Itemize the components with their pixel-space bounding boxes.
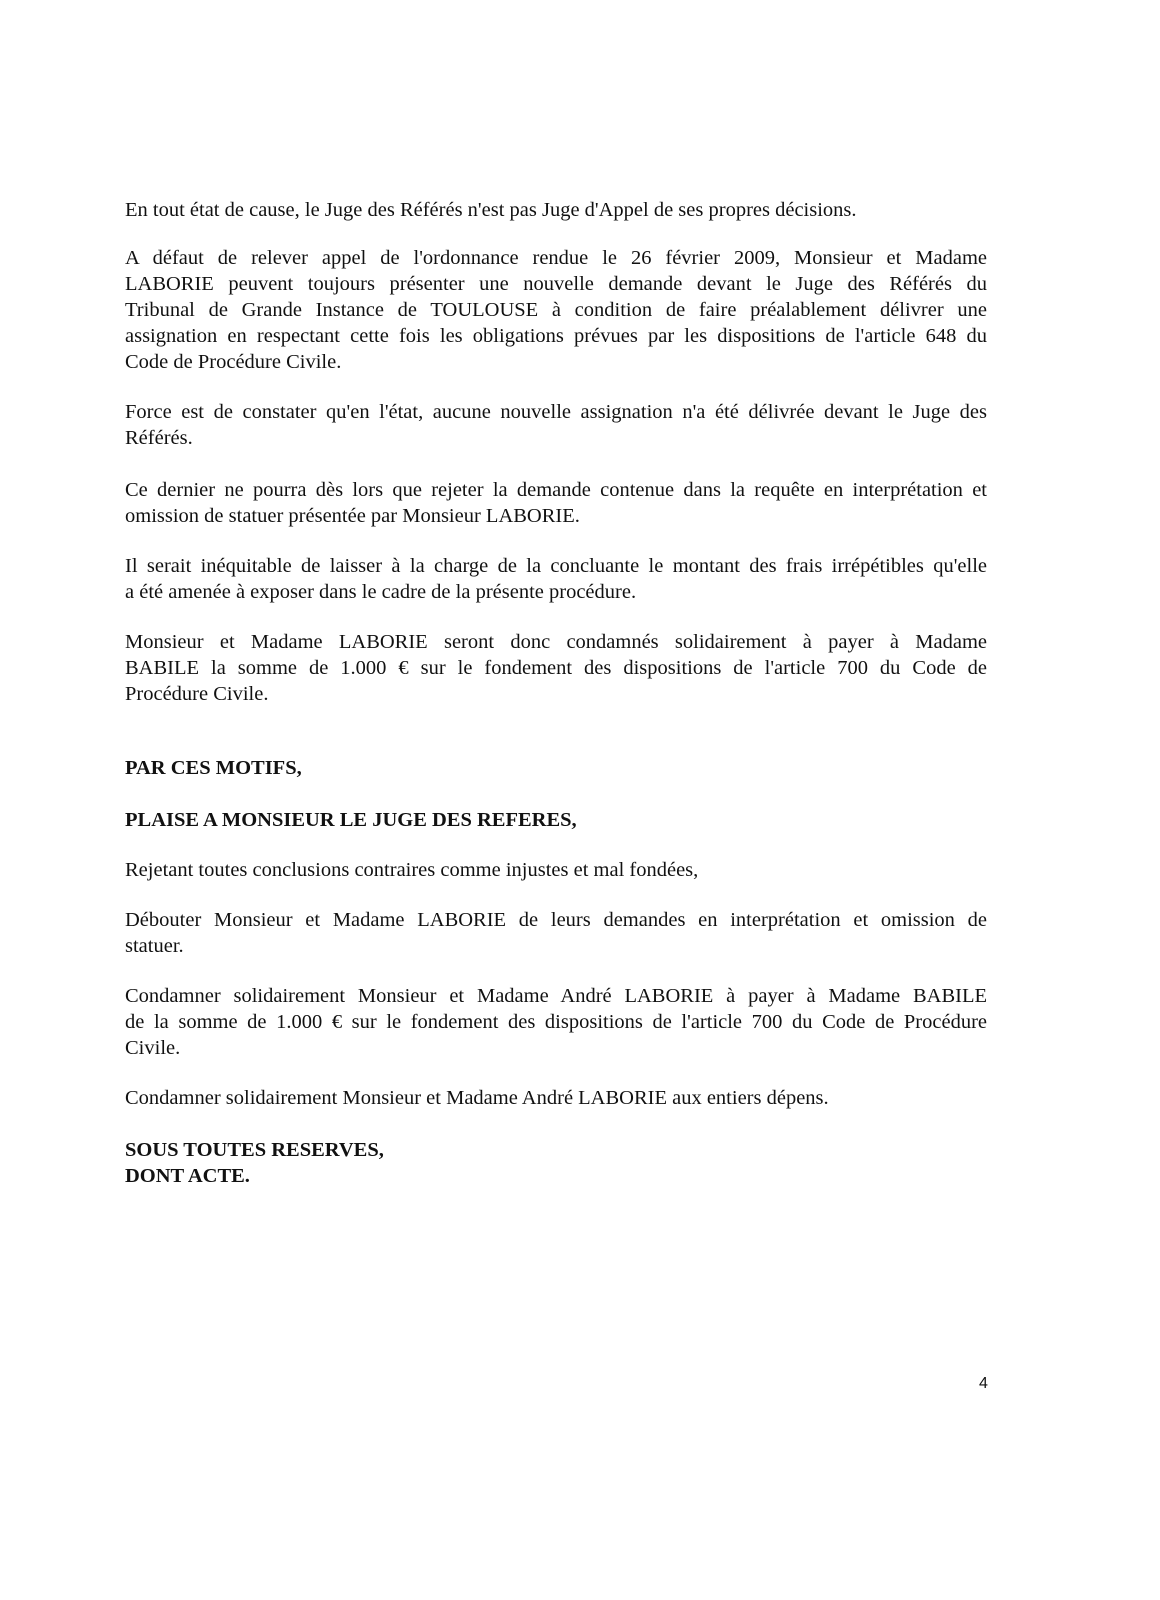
text-line: Condamner solidairement Monsieur et Madame André LABORIE aux entiers dépens.	[125, 1087, 829, 1109]
text-line: assignation en respectant cette fois les obligations prévues par les dispositions de l'article 648 du	[125, 325, 987, 347]
text-line: Ce dernier ne pourra dès lors que rejeter la demande contenue dans la requête en interprétation et	[125, 479, 987, 501]
page-number: 4	[979, 1375, 988, 1392]
text-line: Débouter Monsieur et Madame LABORIE de leurs demandes en interprétation et omission de	[125, 909, 987, 931]
paragraph-condamner-depens	[125, 1085, 987, 1111]
text-line: PAR CES MOTIFS,	[125, 757, 302, 779]
paragraph-rejeter-demande	[125, 477, 987, 529]
paragraph-juge-appel	[125, 197, 987, 223]
paragraph-debouter	[125, 907, 987, 959]
text-line: DONT ACTE.	[125, 1165, 250, 1187]
text-line: a été amenée à exposer dans le cadre de la présente procédure.	[125, 581, 637, 603]
text-line: Civile.	[125, 1037, 181, 1059]
closing-reserves	[125, 1137, 987, 1189]
text-line: Code de Procédure Civile.	[125, 351, 342, 373]
text-line: SOUS TOUTES RESERVES,	[125, 1139, 384, 1161]
text-line: En tout état de cause, le Juge des Référés n'est pas Juge d'Appel de ses propres décisions.	[125, 199, 857, 221]
heading-par-ces-motifs	[125, 755, 987, 781]
paragraph-rejetant	[125, 857, 987, 883]
text-line: Procédure Civile.	[125, 683, 269, 705]
paragraph-defaut-appel	[125, 245, 987, 375]
text-line: LABORIE peuvent toujours présenter une nouvelle demande devant le Juge des Référés du	[125, 273, 987, 295]
text-line: Tribunal de Grande Instance de TOULOUSE à condition de faire préalablement délivrer une	[125, 299, 987, 321]
paragraph-inequitable	[125, 553, 987, 605]
heading-plaise	[125, 807, 987, 833]
text-line: statuer.	[125, 935, 184, 957]
paragraph-condamnes	[125, 629, 987, 707]
text-line: omission de statuer présentée par Monsieur LABORIE.	[125, 505, 580, 527]
text-line: PLAISE A MONSIEUR LE JUGE DES REFERES,	[125, 809, 577, 831]
text-line: BABILE la somme de 1.000 € sur le fondement des dispositions de l'article 700 du Code de	[125, 657, 987, 679]
text-line: A défaut de relever appel de l'ordonnance rendue le 26 février 2009, Monsieur et Madame	[125, 247, 987, 269]
text-line: Force est de constater qu'en l'état, aucune nouvelle assignation n'a été délivrée devant le Juge des	[125, 401, 987, 423]
text-line: Condamner solidairement Monsieur et Madame André LABORIE à payer à Madame BABILE	[125, 985, 987, 1007]
text-line: Rejetant toutes conclusions contraires comme injustes et mal fondées,	[125, 859, 699, 881]
text-line: Monsieur et Madame LABORIE seront donc condamnés solidairement à payer à Madame	[125, 631, 987, 653]
paragraph-condamner-payer	[125, 983, 987, 1061]
paragraph-force-constater	[125, 399, 987, 451]
text-line: Référés.	[125, 427, 193, 449]
text-line: de la somme de 1.000 € sur le fondement des dispositions de l'article 700 du Code de Procédure	[125, 1011, 987, 1033]
text-line: Il serait inéquitable de laisser à la charge de la concluante le montant des frais irrépétibles qu'elle	[125, 555, 987, 577]
